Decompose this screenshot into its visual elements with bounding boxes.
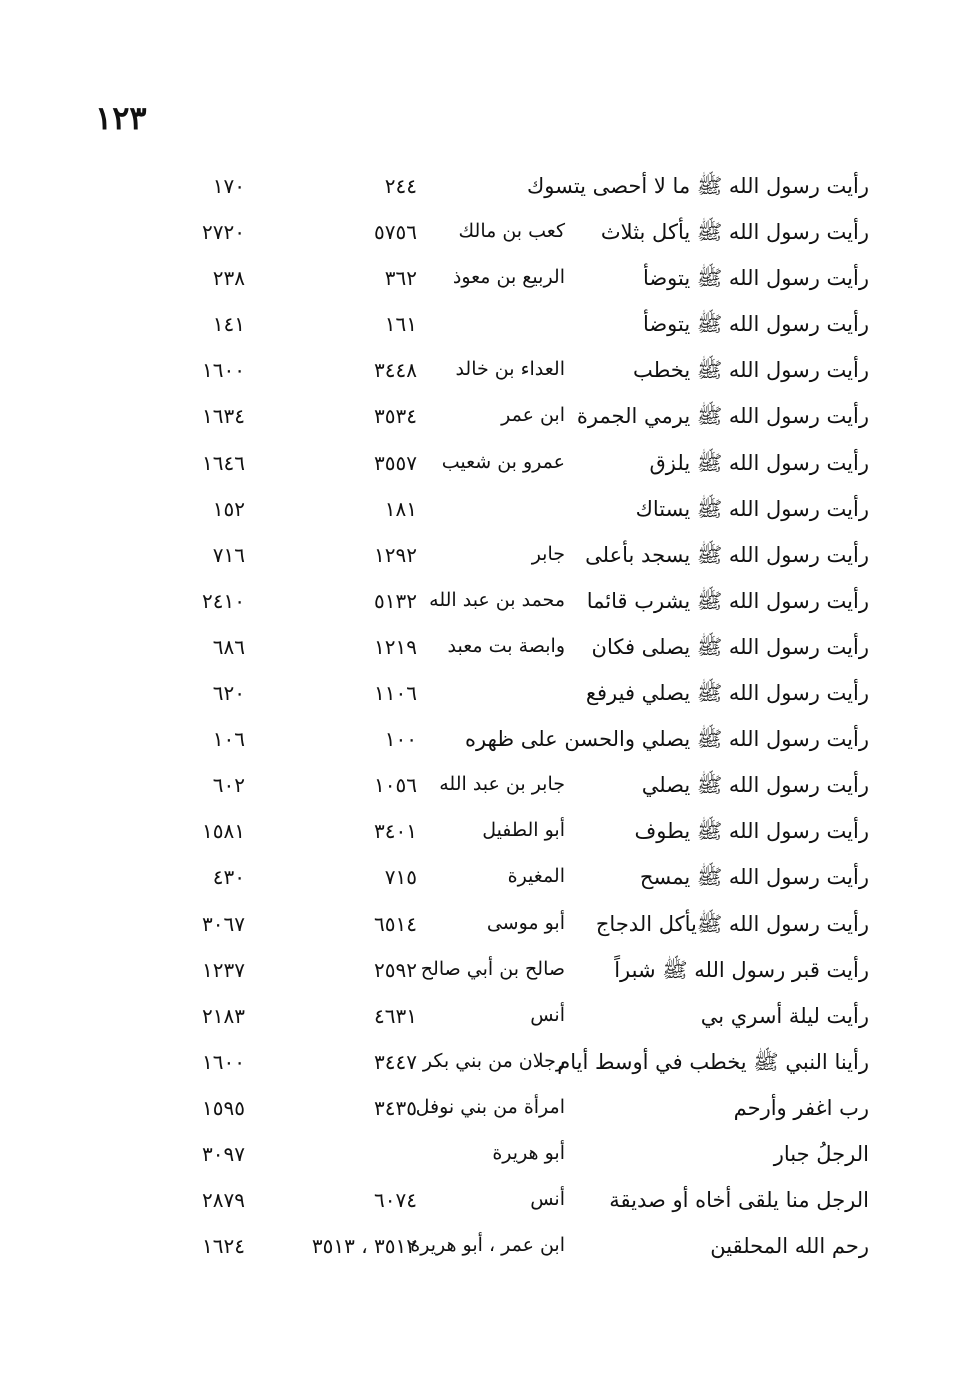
hadith-phrase: رأيت رسول الله ﷺ يمسح — [639, 865, 869, 890]
hadith-number: ١٨١ — [384, 496, 417, 521]
page-reference: ١٧٠ — [212, 174, 245, 198]
hadith-number: ١٦١ — [384, 312, 417, 337]
hadith-phrase: رأيت رسول الله ﷺيأكل الدجاج — [595, 911, 869, 936]
index-row — [0, 166, 957, 212]
narrator-name: امرأة من بني نوفل — [415, 1095, 565, 1118]
narrator-name: ابن عمر ، أبو هريرة — [410, 1234, 565, 1257]
hadith-phrase: رأيت رسول الله ﷺ يصلي والحسن على ظهره — [465, 727, 869, 752]
hadith-phrase: رأيت قبر رسول الله ﷺ شبراً — [614, 957, 869, 982]
index-row — [0, 304, 957, 350]
hadith-phrase: رأيت رسول الله ﷺ يلزق — [649, 450, 869, 475]
hadith-number: ١٢٩٢ — [374, 542, 417, 567]
page-reference: ٢٣٨ — [212, 266, 245, 291]
page-reference: ٢٨٧٩ — [202, 1188, 245, 1213]
hadith-number: ١٠٥٦ — [374, 773, 417, 798]
hadith-phrase: رأيت رسول الله ﷺ يصلى فكان — [591, 634, 869, 659]
narrator-name: العداء بن خالد — [455, 358, 565, 381]
hadith-number: ٣٤٠١ — [374, 819, 417, 844]
page-reference: ١٢٣٧ — [202, 957, 245, 982]
hadith-number: ٢٤٤ — [384, 174, 417, 198]
index-row — [0, 489, 957, 535]
hadith-phrase: رأيت رسول الله ﷺ يشرب قائما — [586, 588, 869, 613]
page-reference: ٢٧٢٠ — [202, 220, 245, 245]
hadith-number: ٥١٣٢ — [374, 588, 417, 613]
index-row — [0, 443, 957, 489]
page-reference: ٤٣٠ — [212, 865, 245, 890]
hadith-phrase: الرجل منا يلقى أخاه أو صديقة — [609, 1188, 869, 1213]
page-reference: ١٥٩٥ — [202, 1095, 245, 1120]
page-reference: ٦٢٠ — [212, 681, 245, 706]
index-row — [0, 1134, 957, 1180]
index-row — [0, 350, 957, 396]
index-row — [0, 1088, 957, 1134]
hadith-phrase: رأيت رسول الله ﷺ يتوضأ — [642, 266, 869, 291]
page-reference: ١٠٦ — [212, 727, 245, 752]
hadith-phrase: رأيت رسول الله ﷺ يأكل بثلاث — [600, 220, 869, 245]
page-reference: ١٦٣٤ — [202, 404, 245, 429]
narrator-name: المغيرة — [507, 865, 565, 888]
hadith-number: ٢٥٩٢ — [374, 957, 417, 982]
page-reference: ٣٠٩٧ — [202, 1141, 245, 1166]
narrator-name: رجلان من بني بكر — [422, 1049, 565, 1072]
hadith-phrase: رأيت رسول الله ﷺ يصلي — [641, 773, 869, 798]
page-number: ١٢٣ — [95, 99, 147, 137]
hadith-number: ٣٦٢ — [384, 266, 417, 291]
narrator-name: كعب بن مالك — [458, 220, 565, 243]
hadith-phrase: رأيت رسول الله ﷺ يصلي فيرفع — [585, 681, 869, 706]
hadith-phrase: رأيت رسول الله ﷺ يتوضأ — [642, 312, 869, 337]
hadith-number: ٣٥١٢ ، ٣٥١٣ — [311, 1234, 417, 1259]
index-row — [0, 996, 957, 1042]
page-reference: ١٦٢٤ — [202, 1234, 245, 1259]
hadith-phrase: رأيت رسول الله ﷺ يرمي الجمرة — [576, 404, 869, 429]
index-row — [0, 396, 957, 442]
hadith-number: ١١٠٦ — [374, 681, 417, 706]
narrator-name: أبو هريرة — [492, 1141, 565, 1164]
narrator-name: أبو الطفيل — [482, 819, 565, 842]
hadith-phrase: رأيت رسول الله ﷺ يطوف — [634, 819, 869, 844]
narrator-name: أنس — [530, 1003, 565, 1026]
index-row — [0, 765, 957, 811]
hadith-number: ٣٤٤٧ — [374, 1049, 417, 1074]
page-reference: ١٥٨١ — [202, 819, 245, 844]
narrator-name: جابر بن عبد الله — [439, 773, 565, 796]
narrator-name: وابصة بت معبد — [447, 634, 565, 657]
narrator-name: ابن عمر — [501, 404, 565, 427]
hadith-phrase: رأيت رسول الله ﷺ يخطب — [632, 358, 869, 383]
page-reference: ٦٨٦ — [212, 634, 245, 659]
index-row — [0, 535, 957, 581]
hadith-number: ٦٠٧٤ — [374, 1188, 417, 1213]
index-row — [0, 904, 957, 950]
page-reference: ١٥٢ — [212, 496, 245, 521]
narrator-name: عمرو بن شعيب — [441, 450, 565, 473]
hadith-number: ٤٦٣١ — [374, 1003, 417, 1028]
index-row — [0, 1226, 957, 1272]
page-reference: ٧١٦ — [212, 542, 245, 567]
hadith-phrase: رحم الله المحلقين — [710, 1234, 869, 1259]
hadith-phrase: رأيت رسول الله ﷺ ما لا أحصى يتسوك — [526, 174, 869, 198]
index-row — [0, 673, 957, 719]
page-reference: ١٦٠٠ — [202, 358, 245, 383]
hadith-number: ٣٥٥٧ — [374, 450, 417, 475]
index-row — [0, 1042, 957, 1088]
page-reference: ١٦٤٦ — [202, 450, 245, 475]
hadith-phrase: رأيت رسول الله ﷺ يسجد بأعلى — [585, 542, 869, 567]
hadith-number: ١٠٠ — [384, 727, 417, 752]
narrator-name: الربيع بن معوذ — [452, 266, 565, 289]
index-row — [0, 627, 957, 673]
hadith-phrase: رأيت رسول الله ﷺ يستاك — [635, 496, 869, 521]
page-reference: ٣٠٦٧ — [202, 911, 245, 936]
index-row — [0, 857, 957, 903]
index-row — [0, 212, 957, 258]
narrator-name: أبو موسى — [486, 911, 565, 934]
narrator-name: محمد بن عبد الله — [429, 588, 565, 611]
index-row — [0, 950, 957, 996]
hadith-number: ٥٧٥٦ — [374, 220, 417, 245]
hadith-number: ٣٥٣٤ — [374, 404, 417, 429]
page-reference: ١٦٠٠ — [202, 1049, 245, 1074]
narrator-name: أنس — [530, 1188, 565, 1211]
hadith-number: ٣٤٤٨ — [374, 358, 417, 383]
page-reference: ٦٠٢ — [212, 773, 245, 798]
index-row — [0, 258, 957, 304]
index-row — [0, 719, 957, 765]
page-reference: ٢١٨٣ — [202, 1003, 245, 1028]
hadith-index-list — [0, 166, 957, 1272]
index-row — [0, 581, 957, 627]
narrator-name: جابر — [531, 542, 565, 565]
index-row — [0, 1180, 957, 1226]
hadith-phrase: رأينا النبي ﷺ يخطب في أوسط أيام — [557, 1049, 869, 1074]
hadith-number: ٣٤٣٥ — [374, 1095, 417, 1120]
hadith-number: ٧١٥ — [384, 865, 417, 890]
page-reference: ١٤١ — [212, 312, 245, 337]
hadith-number: ١٢١٩ — [374, 634, 417, 659]
page-reference: ٢٤١٠ — [202, 588, 245, 613]
hadith-phrase: رب اغفر وأرحم — [733, 1095, 869, 1120]
hadith-phrase: رأيت ليلة أسري بي — [700, 1003, 869, 1028]
index-row — [0, 811, 957, 857]
hadith-phrase: الرجلُ جبار — [773, 1141, 869, 1166]
hadith-number: ٦٥١٤ — [374, 911, 417, 936]
narrator-name: صالح بن أبي صالح — [420, 957, 565, 980]
